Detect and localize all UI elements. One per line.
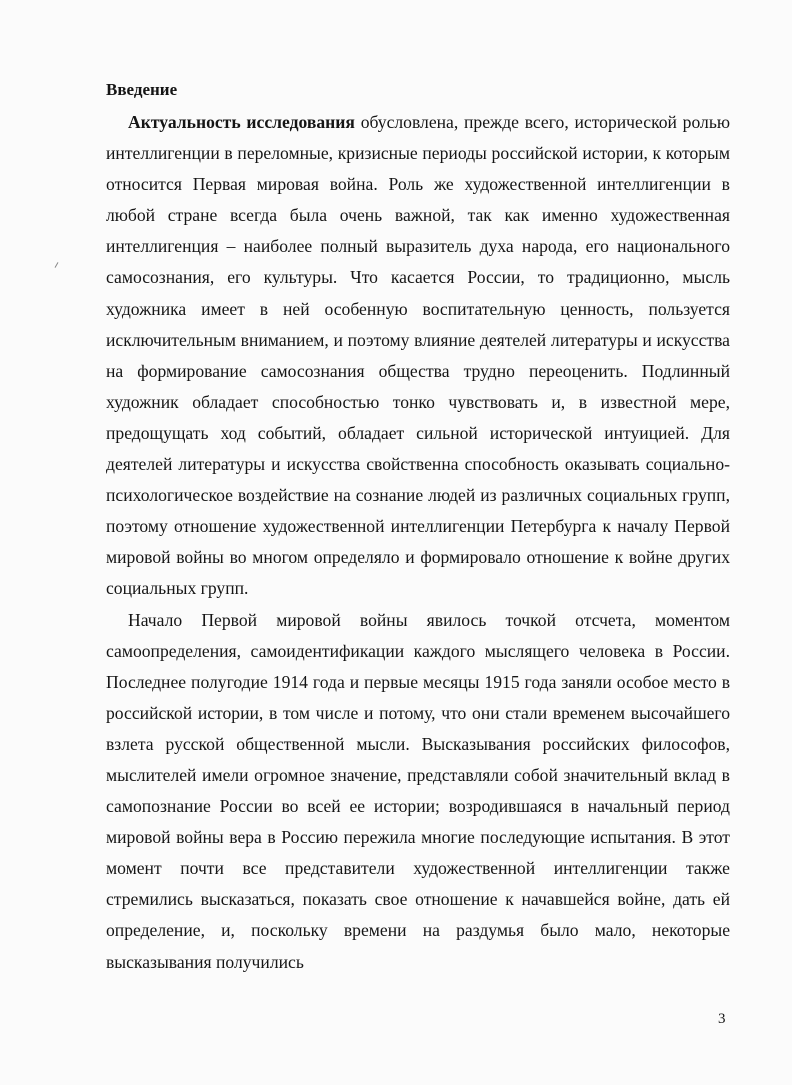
body-text — [106, 107, 730, 978]
scan-artifact — [55, 262, 59, 268]
section-heading: Введение — [106, 80, 178, 99]
paragraph-relevance — [106, 107, 730, 605]
paragraph-war-beginning — [106, 605, 730, 978]
paragraph-text: Начало Первой мировой войны явилось точкой отсчета, моментом самоопределения, самоидентификации каждого мыслящего человека в России. Последнее полугодие 1914 года и первые месяцы 1915 года заняли особое место в российской истории, в том числе и потому, что они стали временем высочайшего взлета русской общественной мысли. Высказывания российских философов, мыслителей имели огромное значение, представляли собой значительный вклад в самопознание России во всей ее истории; возродившаяся в начальный период мировой войны вера в Россию пережила многие последующие испытания. В этот момент почти все представители художественной интеллигенции также стремились высказаться, показать свое отношение к начавшейся войне, дать ей определение, и, поскольку времени на раздумья было мало, некоторые высказывания получились — [106, 609, 730, 972]
paragraph-lead: Актуальность исследования — [128, 112, 355, 132]
page-number: 3 — [718, 1011, 726, 1027]
paragraph-text: обусловлена, прежде всего, исторической ролью интеллигенции в переломные, кризисные периоды российской истории, к которым относится Первая мировая война. Роль же художественной интеллигенции в любой стране всегда была очень важной, так как именно художественная интеллигенция – наиболее полный выразитель духа народа, его национального самосознания, его культуры. Что касается России, то традиционно, мысль художника имеет в ней особенную воспитательную ценность, пользуется исключительным вниманием, и поэтому влияние деятелей литературы и искусства на формирование самосознания общества трудно переоценить. Подлинный художник обладает способностью тонко чувствовать и, в известной мере, предощущать ход событий, обладает сильной исторической интуицией. Для деятелей литературы и искусства свойственна способность оказывать социально-психологическое воздействие на сознание людей из различных социальных групп, поэтому отношение художественной интеллигенции Петербурга к началу Первой мировой войны во многом определяло и формировало отношение к войне других социальных групп. — [106, 112, 730, 599]
